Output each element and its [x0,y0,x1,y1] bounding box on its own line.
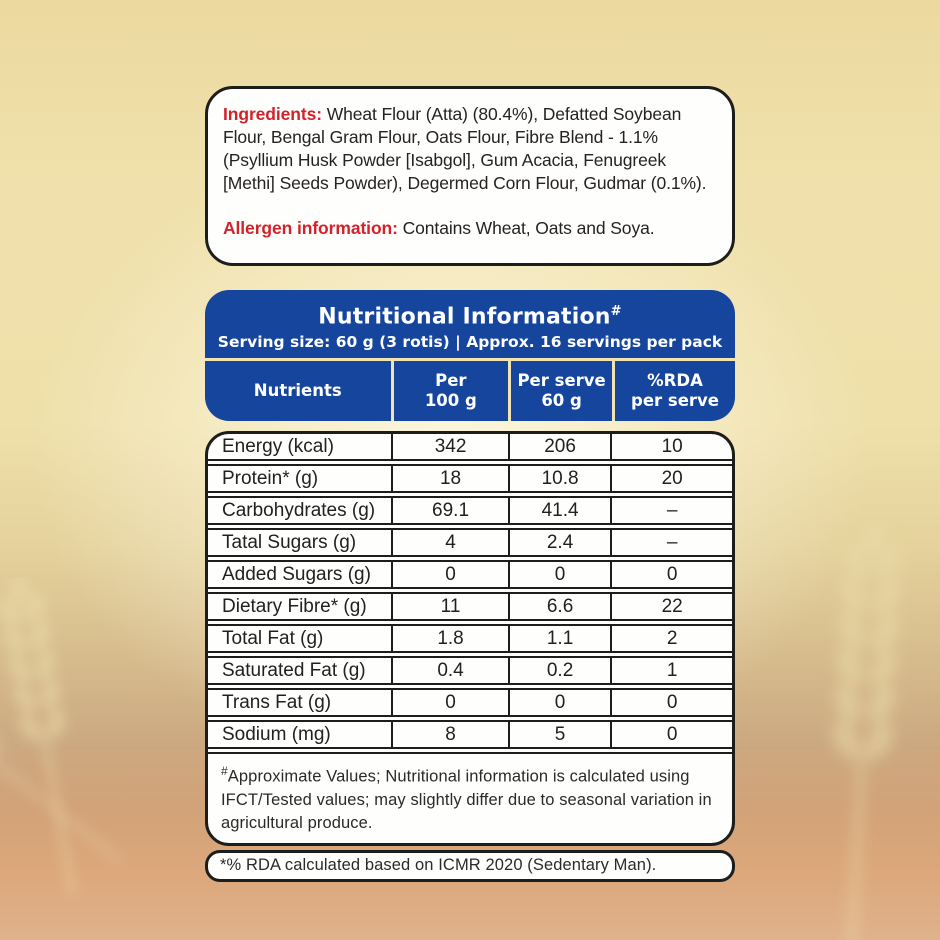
table-row [208,720,732,749]
table-row [208,560,732,589]
nutrient-name: Saturated Fat (g) [222,659,366,681]
serving-size-line: Serving size: 60 g (3 rotis) | Approx. 16 servings per pack [217,333,723,352]
ingredients-panel [205,86,735,266]
nutrition-title: Nutritional Information# [318,304,622,330]
allergen-label: Allergen information: [223,218,398,238]
nutrient-name: Total Fat (g) [222,627,324,649]
ingredients-text: Wheat Flour (Atta) (80.4%), Defatted Soybean Flour, Bengal Gram Flour, Oats Flour, Fibre Blend - 1.1% (Psyllium Husk Powder [Isabgol], Gum Acacia, Fenugreek [Methi] Seeds Powder), Degermed Corn Flour, Gudmar (0.1%). [223,104,707,193]
value-per-serve: 6.6 [508,594,611,619]
column-header-rda: %RDA per serve [612,361,735,421]
value-rda: – [610,498,732,523]
footnote-marker: # [221,764,228,778]
value-rda: 10 [610,434,732,459]
value-per-100g: 0 [391,562,507,587]
value-per-100g: 4 [391,530,507,555]
table-row [208,434,732,461]
value-rda: 2 [610,626,732,651]
rda-footnote: *% RDA calculated based on ICMR 2020 (Sedentary Man). [205,850,735,882]
nutrient-name: Carbohydrates (g) [222,499,376,521]
value-per-100g: 69.1 [391,498,507,523]
nutrient-name: Dietary Fibre* (g) [222,595,367,617]
ingredients-paragraph [223,103,719,195]
table-row [208,656,732,685]
value-per-100g: 0 [391,690,507,715]
value-rda: 22 [610,594,732,619]
table-column-headers [205,361,735,421]
nutrition-header-panel [205,290,735,421]
value-per-serve: 0.2 [508,658,611,683]
value-rda: 0 [610,722,732,747]
value-per-100g: 0.4 [391,658,507,683]
value-per-serve: 10.8 [508,466,611,491]
value-rda: 20 [610,466,732,491]
nutrient-name: Protein* (g) [222,467,319,489]
wheat-stalk-icon [777,516,940,940]
value-rda: 0 [610,562,732,587]
value-per-100g: 18 [391,466,507,491]
column-header-nutrients: Nutrients [253,381,342,401]
title-footnote-marker: # [610,304,622,319]
approximate-values-footnote: #Approximate Values; Nutritional information is calculated using IFCT/Tested values; may slightly differ due to seasonal variation in agricultural produce. [208,752,732,843]
ingredients-label: Ingredients: [223,104,322,124]
column-header-per-100g: Per 100 g [391,361,509,421]
nutrient-name: Energy (kcal) [222,435,334,457]
value-per-100g: 11 [391,594,507,619]
value-per-serve: 0 [508,690,611,715]
table-row [208,688,732,717]
value-rda: 0 [610,690,732,715]
value-per-serve: 206 [508,434,611,459]
value-per-serve: 2.4 [508,530,611,555]
nutrition-table [205,431,735,846]
value-rda: – [610,530,732,555]
value-per-100g: 342 [391,434,507,459]
value-rda: 1 [610,658,732,683]
nutrient-name: Trans Fat (g) [222,691,332,713]
nutrient-name: Sodium (mg) [222,723,331,745]
table-row [208,592,732,621]
allergen-text: Contains Wheat, Oats and Soya. [402,218,655,238]
wheat-stalk-icon [0,568,131,913]
value-per-100g: 8 [391,722,507,747]
value-per-serve: 5 [508,722,611,747]
table-row [208,464,732,493]
allergen-paragraph [223,217,719,240]
table-row [208,496,732,525]
nutrient-name: Added Sugars (g) [222,563,371,585]
table-row [208,528,732,557]
value-per-serve: 0 [508,562,611,587]
nutrition-table-section [205,431,735,882]
table-row [208,624,732,653]
wheat-stalk-icon [0,650,185,929]
value-per-serve: 41.4 [508,498,611,523]
value-per-serve: 1.1 [508,626,611,651]
value-per-100g: 1.8 [391,626,507,651]
column-header-per-serve: Per serve 60 g [508,361,612,421]
nutrient-name: Tatal Sugars (g) [222,531,357,553]
